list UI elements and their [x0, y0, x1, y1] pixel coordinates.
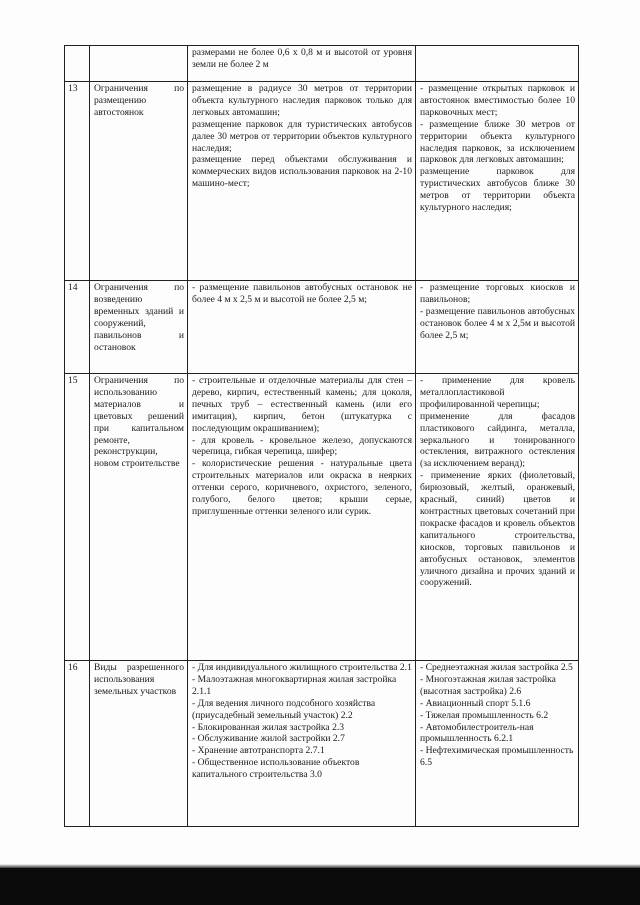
- allowed-cell: [188, 661, 416, 827]
- forbidden-item: - размещение павильонов автобусных остановок более 4 м х 2,5м и высотой более 2,5 м;: [420, 305, 575, 341]
- allowed-item: - колористические решения - натуральные цвета строительных материалов или окраска в неярких оттенки серого, коричневого, охристого, зеленого, голубого, белого цветов; крыши серые, приглушенные оттенки зеленого или сурик.: [192, 458, 412, 517]
- allowed-cell: [188, 281, 416, 374]
- forbidden-cell: [416, 281, 579, 374]
- forbidden-item: применение для фасадов пластикового сайдинга, металла, зеркального и тонированного остекления, витражного остекления (за исключением веранд);: [420, 410, 575, 470]
- forbidden-item: - применение для кровель металлопластиковой профилированной черепицы;: [420, 375, 575, 410]
- allowed-item: - размещение павильонов автобусных остановок не более 4 м х 2,5 м и высотой не более 2,5 м;: [192, 282, 412, 305]
- table-row: [65, 374, 579, 661]
- forbidden-item: - Авиационный спорт 5.1.6: [420, 697, 531, 709]
- forbidden-item: - применение ярких (фиолетовый, бирюзовый, желтый, оранжевый, красный, синий) цветов и контрастных цветовых сочетаний при покраске фасадов и кровель объектов капитального строительства, киосков, торговых павильонов и автобусных остановок, элементов уличного дизайна и прочих зданий и сооружений.: [420, 470, 575, 589]
- allowed-item: - строительные и отделочные материалы для стен – дерево, кирпич, естественный камень; для цоколя, печных труб – естественный камень (или его имитация), кирпич, бетон (штукатурка с последующим окрашиванием);: [192, 375, 412, 434]
- allowed-cell: [188, 374, 416, 661]
- row-number: 14: [65, 281, 90, 374]
- table-row: [65, 281, 579, 374]
- allowed-item: размещение перед объектами обслуживания и коммерческих видов использования парковок на 2-10 машино-мест;: [192, 154, 412, 190]
- forbidden-cell: [416, 661, 579, 827]
- forbidden-item: размещение парковок для туристических автобусов ближе 30 метров от территории объекта культурного наследия;: [420, 166, 575, 214]
- row-name: Ограничения по возведению временных зданий и сооружений, павильонов и остановок: [90, 281, 188, 374]
- allowed-item: - Блокированная жилая застройка 2.3: [192, 721, 345, 733]
- allowed-item: размещение в радиусе 30 метров от территории объекта культурного наследия парковок только для легковых автомашин;: [192, 83, 412, 118]
- forbidden-item: - размещение торговых киосков и павильонов;: [420, 282, 575, 305]
- allowed-item: - Обслуживание жилой застройки 2.7: [192, 733, 345, 745]
- row-name: Ограничения по использованию материалов и цветовых решений при капитальном ремонте, реконструкции, новом строительстве: [90, 374, 188, 661]
- allowed-item: - Общественное использование объектов капитального строительства 3.0: [192, 757, 360, 781]
- allowed-item: размерами не более 0,6 х 0,8 м и высотой от уровня земли не более 2 м: [192, 47, 412, 70]
- allowed-cell: [188, 82, 416, 281]
- forbidden-cell: [416, 374, 579, 661]
- row-number: [65, 46, 90, 82]
- row-number: 16: [65, 661, 90, 827]
- allowed-item: - Для ведения личного подсобного хозяйства (приусадебный земельный участок) 2.2: [192, 697, 376, 721]
- regulations-table: [64, 45, 579, 827]
- allowed-item: - Хранение автотранспорта 2.7.1: [192, 745, 325, 757]
- allowed-item: размещение парковок для туристических автобусов далее 30 метров от территории объектов культурного наследия;: [192, 118, 412, 154]
- forbidden-item: - Среднеэтажная жилая застройка 2.5: [420, 662, 573, 673]
- forbidden-item: - Автомобилестроитель-ная промышленность 6.2.1: [420, 721, 534, 745]
- scan-border: [0, 868, 640, 905]
- forbidden-item: - Тяжелая промышленность 6.2: [420, 709, 549, 721]
- allowed-item: - Малоэтажная многоквартирная жилая застройка 2.1.1: [192, 673, 397, 697]
- forbidden-cell: [416, 46, 579, 82]
- forbidden-item: - размещение ближе 30 метров от территории объекта культурного наследия парковок, за исключением парковок для легковых автомашин;: [420, 118, 575, 166]
- forbidden-cell: [416, 82, 579, 281]
- allowed-item: - для кровель - кровельное железо, допускаются черепица, гибкая черепица, шифер;: [192, 434, 412, 458]
- allowed-item: - Для индивидуального жилищного строительства 2.1: [192, 662, 412, 673]
- row-name: [90, 46, 188, 82]
- row-number: 15: [65, 374, 90, 661]
- allowed-cell: [188, 46, 416, 82]
- row-name: Виды разрешенного использования земельных участков: [90, 661, 188, 827]
- forbidden-item: - Многоэтажная жилая застройка (высотная застройка) 2.6: [420, 673, 556, 697]
- table-row: [65, 661, 579, 827]
- table-row: [65, 46, 579, 82]
- row-number: 13: [65, 82, 90, 281]
- forbidden-item: - Нефтехимическая промышленность 6.5: [420, 745, 574, 769]
- row-name: Ограничения по размещению автостоянок: [90, 82, 188, 281]
- table-row: [65, 82, 579, 281]
- forbidden-item: - размещение открытых парковок и автостоянок вместимостью более 10 парковочных мест;: [420, 83, 575, 118]
